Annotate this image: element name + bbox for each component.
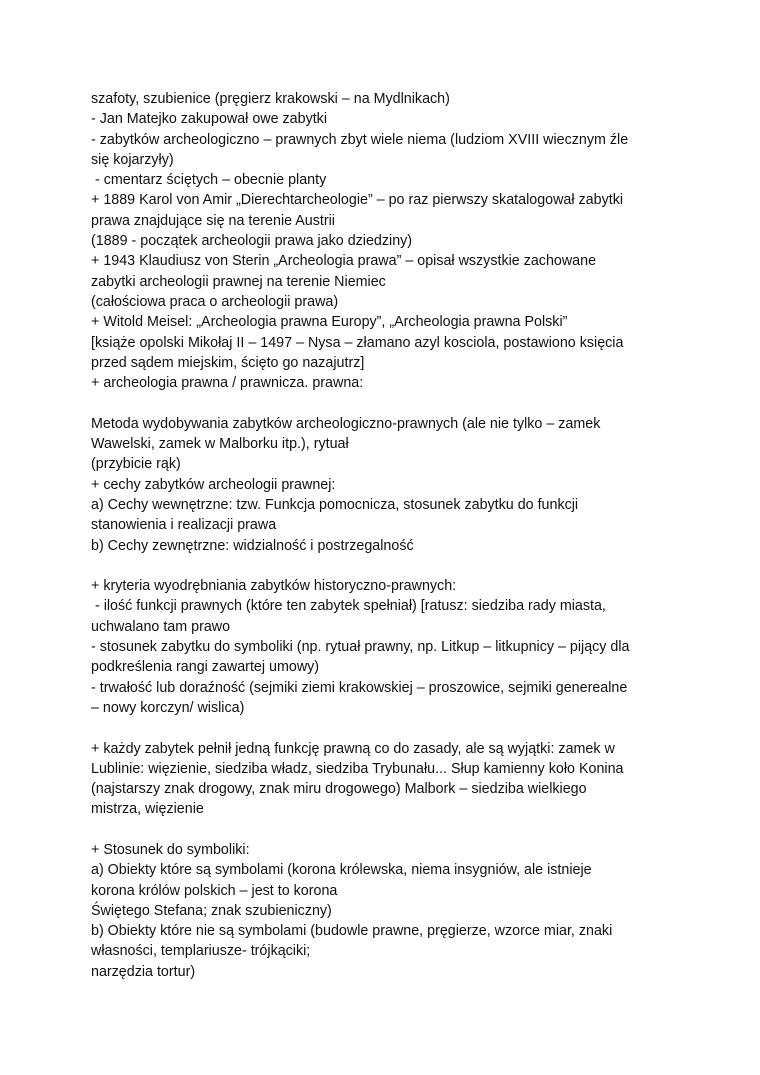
text-line: Metoda wydobywania zabytków archeologiczno-prawnych (ale nie tylko – zamek [91, 415, 601, 432]
text-line: + archeologia prawna / prawnicza. prawna: [91, 375, 364, 392]
text-line: + 1889 Karol von Amir „Dierechtarcheologie” – po raz pierwszy skatalogował zabytki [91, 192, 624, 209]
text-line: korona królów polskich – jest to korona [91, 882, 338, 899]
text-line: (całościowa praca o archeologii prawa) [91, 293, 339, 310]
text-line: Wawelski, zamek w Malborku itp.), rytuał [91, 436, 349, 453]
text-line: mistrza, więzienie [91, 801, 204, 818]
text-line: przed sądem miejskim, ścięto go nazajutrz] [91, 354, 365, 371]
text-line: + 1943 Klaudiusz von Sterin „Archeologia prawa” – opisał wszystkie zachowane [91, 253, 597, 270]
text-line: - ilość funkcji prawnych (które ten zabytek spełniał) [ratusz: siedziba rady miasta, [91, 598, 606, 615]
text-line: zabytki archeologii prawnej na terenie Niemiec [91, 273, 386, 290]
text-line: stanowienia i realizacji prawa [91, 517, 277, 534]
text-line: – nowy korczyn/ wislica) [91, 699, 245, 716]
blank-line [91, 820, 691, 840]
text-line: prawa znajdujące się na terenie Austrii [91, 212, 335, 229]
text-line: [książe opolski Mikołaj II – 1497 – Nysa – złamano azyl kosciola, postawiono księcia [91, 334, 624, 351]
text-line: się kojarzyły) [91, 151, 174, 168]
text-line: + każdy zabytek pełnił jedną funkcję prawną co do zasady, ale są wyjątki: zamek w [91, 740, 615, 757]
text-line: - zabytków archeologiczno – prawnych zbyt wiele niema (ludziom XVIII wiecznym źle [91, 131, 629, 148]
text-line: - Jan Matejko zakupował owe zabytki [91, 111, 328, 128]
blank-line [91, 556, 691, 576]
text-line: szafoty, szubienice (pręgierz krakowski – na Mydlnikach) [91, 91, 450, 107]
text-line: (1889 - początek archeologii prawa jako dziedziny) [91, 233, 413, 250]
text-line: + Witold Meisel: „Archeologia prawna Europy”, „Archeologia prawna Polski” [91, 314, 568, 331]
text-line: b) Cechy zewnętrzne: widzialność i postrzegalność [91, 537, 414, 554]
text-line: narzędzia tortur) [91, 963, 196, 980]
text-line: a) Obiekty które są symbolami (korona królewska, niema insygniów, ale istnieje [91, 862, 592, 879]
text-line: + Stosunek do symboliki: [91, 841, 250, 858]
text-line: - stosunek zabytku do symboliki (np. rytuał prawny, np. Litkup – litkupnicy – pijący dla [91, 639, 630, 656]
document-body [91, 89, 691, 982]
text-line: Świętego Stefana; znak szubieniczny) [91, 902, 332, 919]
text-line: własności, templariusze- trójkąciki; [91, 943, 311, 960]
text-line: + kryteria wyodrębniania zabytków historyczno-prawnych: [91, 578, 457, 595]
text-line: b) Obiekty które nie są symbolami (budowle prawne, pręgierze, wzorce miar, znaki [91, 923, 613, 940]
text-line: + cechy zabytków archeologii prawnej: [91, 476, 336, 493]
text-line: - cmentarz ściętych – obecnie planty [91, 172, 327, 189]
text-line: podkreślenia rangi zawartej umowy) [91, 659, 320, 676]
blank-line [91, 393, 691, 413]
text-line: uchwalano tam prawo [91, 618, 231, 635]
text-line: (przybicie rąk) [91, 456, 181, 473]
text-line: - trwałość lub doraźność (sejmiki ziemi krakowskiej – proszowice, sejmiki generealne [91, 679, 628, 696]
text-line: a) Cechy wewnętrzne: tzw. Funkcja pomocnicza, stosunek zabytku do funkcji [91, 496, 579, 513]
blank-line [91, 718, 691, 738]
text-line: Lublinie: więzienie, siedziba władz, siedziba Trybunału... Słup kamienny koło Konina [91, 760, 624, 777]
text-line: (najstarszy znak drogowy, znak miru drogowego) Malbork – siedziba wielkiego [91, 781, 587, 798]
